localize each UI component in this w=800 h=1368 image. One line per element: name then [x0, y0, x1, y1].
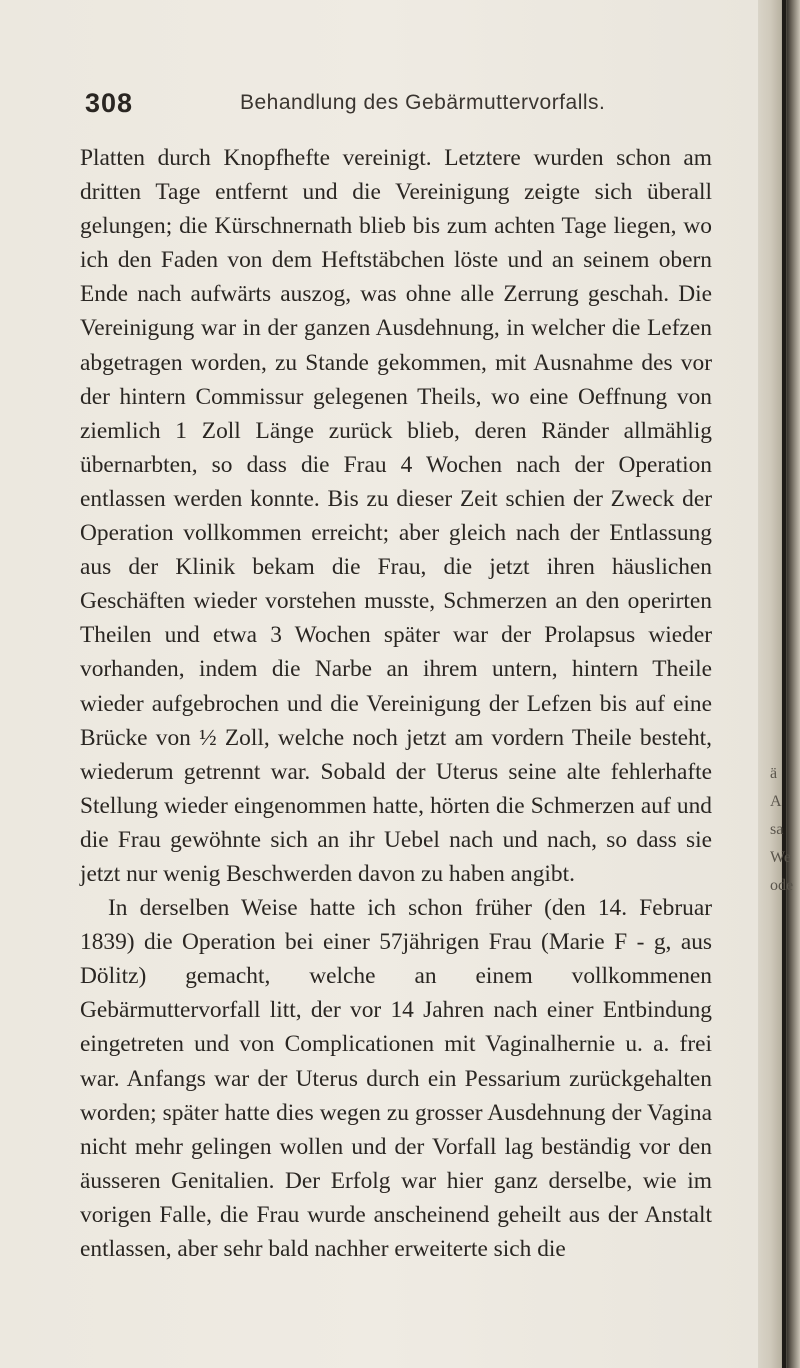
- page-number: 308: [85, 88, 134, 118]
- facing-page-fragments: [770, 760, 800, 900]
- fragment: ä: [770, 765, 778, 782]
- fragment: A: [770, 793, 782, 810]
- page-header: [85, 88, 705, 122]
- paragraph-continuation: Platten durch Knopfhefte vereinigt. Letztere wurden schon am dritten Tage entfernt und die Vereinigung zeigte sich überall gelungen; die Kürschnernath blieb bis zum achten Tage liegen, wo ich den Faden von dem Heftstäbchen löste und an seinem obern Ende nach aufwärts auszog, was ohne alle Zerrung geschah. Die Vereinigung war in der ganzen Ausdehnung, in welcher die Lefzen abgetragen worden, zu Stande gekommen, mit Ausnahme des vor der hintern Commissur gelegenen Theils, wo eine Oeffnung von ziemlich 1 Zoll Länge zurück blieb, deren Ränder allmählig übernarbten, so dass die Frau 4 Wochen nach der Operation entlassen werden konnte. Bis zu dieser Zeit schien der Zweck der Operation vollkommen erreicht; aber gleich nach der Entlassung aus der Klinik bekam die Frau, die jetzt ihren häuslichen Geschäften wieder vorstehen musste, Schmerzen an den operirten Theilen und etwa 3 Wochen später war der Prolapsus wieder vorhanden, indem die Narbe an ihrem untern, hintern Theile wieder aufgebrochen und die Vereinigung der Lefzen bis auf eine Brücke von ½ Zoll, welche noch jetzt am vordern Theile besteht, wiederum getrennt war. Sobald der Uterus seine alte fehlerhafte Stellung wieder eingenommen hatte, hörten die Schmerzen auf und die Frau gewöhnte sich an ihr Uebel nach und nach, so dass sie jetzt nur wenig Beschwerden davon zu haben angibt.: [80, 145, 712, 887]
- fragment: ode: [770, 877, 794, 894]
- fragment: sa: [770, 821, 784, 838]
- fragment: We: [770, 849, 791, 866]
- body-text: [80, 141, 712, 1266]
- binding-shadow: [782, 0, 786, 1368]
- running-head: Behandlung des Gebärmuttervorfalls.: [240, 91, 606, 114]
- paragraph-case-report: In derselben Weise hatte ich schon früher (den 14. Februar 1839) die Operation bei einer 57jährigen Frau (Marie F - g, aus Dölitz) gemacht, welche an einem vollkommenen Gebärmuttervorfall litt, der vor 14 Jahren nach einer Entbindung eingetreten und von Complicationen mit Vaginalhernie u. a. frei war. Anfangs war der Uterus durch ein Pessarium zurückgehalten worden; später hatte dies wegen zu grosser Ausdehnung der Vagina nicht mehr gelingen wollen und der Vorfall lag beständig vor den äusseren Genitalien. Der Erfolg war hier ganz derselbe, wie im vorigen Falle, die Frau wurde anscheinend geheilt aus der Anstalt entlassen, aber sehr bald nachher erweiterte sich die: [80, 895, 712, 1262]
- facing-page-edge: [758, 0, 800, 1368]
